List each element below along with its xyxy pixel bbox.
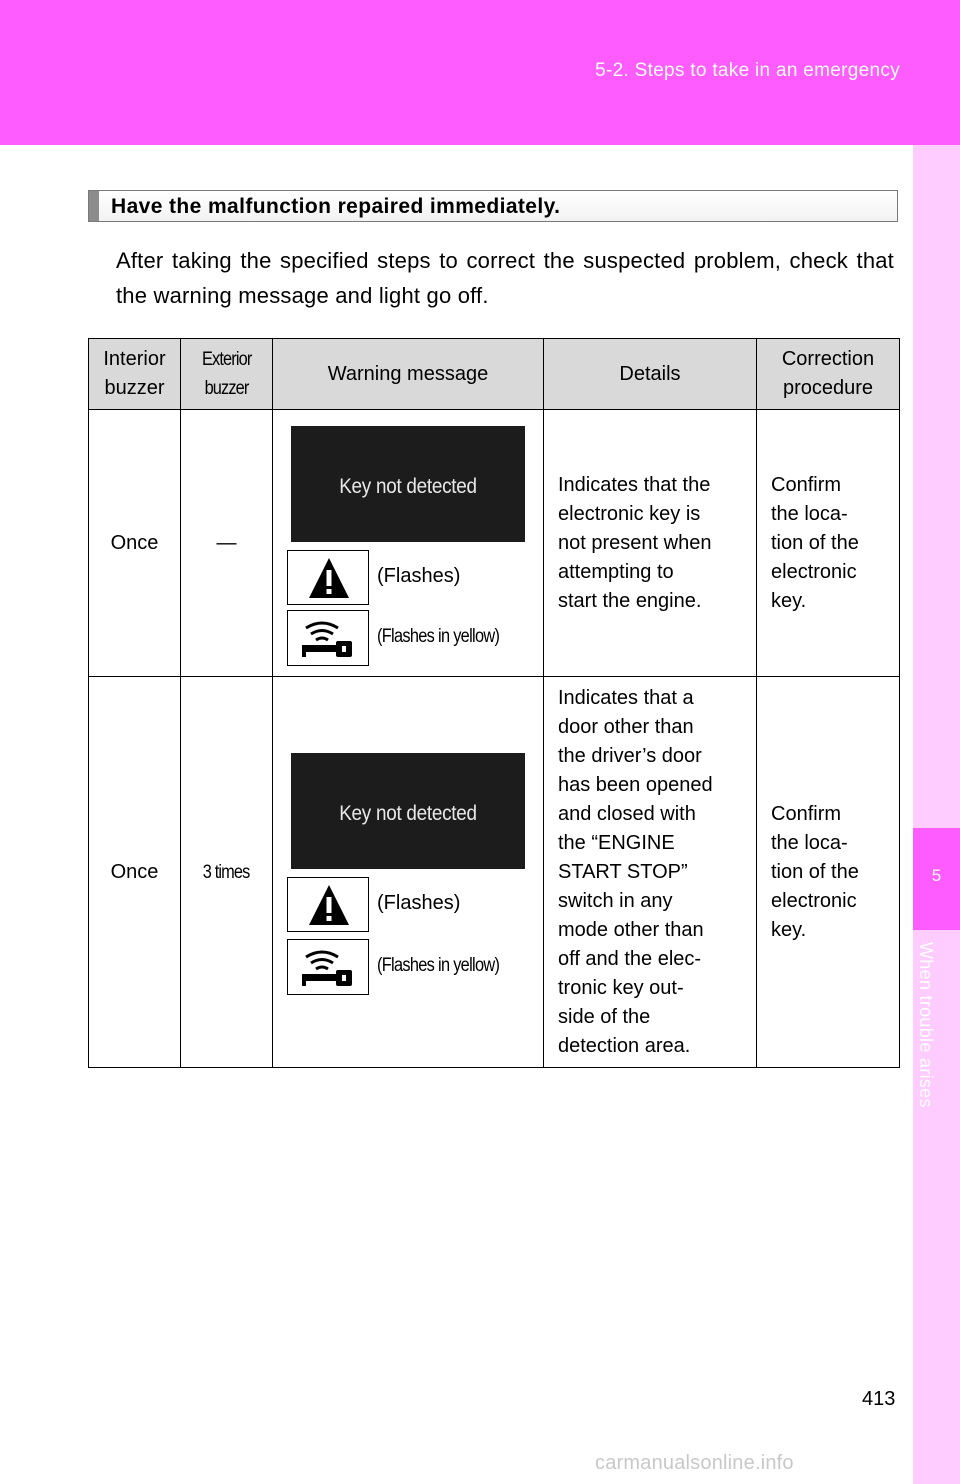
details-line: off and the elec-: [558, 947, 702, 970]
details-line: START STOP”: [558, 860, 688, 883]
details-line: has been opened: [558, 773, 713, 796]
correction-line: the loca-: [771, 502, 848, 525]
correction-line: tion of the: [771, 860, 859, 883]
page-header: [0, 0, 960, 145]
details-line: Indicates that the: [558, 473, 711, 496]
details-line: start the engine.: [558, 589, 702, 612]
details-line: door other than: [558, 715, 694, 738]
details-line: Indicates that a: [558, 686, 694, 709]
message-screen: [291, 426, 525, 542]
header-interior-buzzer: [89, 339, 181, 410]
header-exterior-buzzer: [181, 339, 273, 410]
header-exterior-line1: Exterior: [201, 349, 252, 370]
indicator-label: (Flashes in yellow): [377, 626, 500, 647]
header-details: Details: [544, 339, 757, 410]
interior-buzzer-cell: Once: [89, 677, 181, 1068]
warning-indicator: [287, 550, 369, 605]
side-tab-strip: [913, 145, 960, 1484]
details-line: the “ENGINE: [558, 831, 675, 854]
indicator-label: (Flashes): [377, 565, 461, 587]
header-warning-message: Warning message: [273, 339, 544, 410]
details-line: side of the: [558, 1005, 651, 1028]
heading-text: Have the malfunction repaired immediately.: [111, 195, 561, 218]
correction-line: electronic: [771, 889, 857, 912]
table-row: [89, 677, 900, 1068]
smart-key-indicator: [287, 610, 369, 666]
header-correction-line2: procedure: [782, 377, 874, 399]
warning-indicator: [287, 877, 369, 932]
header-correction-line1: Correction: [781, 348, 875, 370]
chapter-title: When trouble arises: [916, 942, 936, 1108]
exterior-buzzer-cell: [181, 677, 273, 1068]
smart-key-icon: [300, 616, 356, 660]
section-title: 5-2. Steps to take in an emergency: [595, 60, 900, 81]
chapter-number: 5: [931, 866, 942, 885]
details-line: mode other than: [558, 918, 704, 941]
details-line: not present when: [558, 531, 712, 554]
correction-line: electronic: [771, 560, 857, 583]
smart-key-indicator: [287, 939, 369, 995]
correction-line: Confirm: [771, 473, 842, 496]
indicator-label: (Flashes in yellow): [377, 955, 500, 976]
watermark: carmanualsonline.info: [595, 1452, 794, 1474]
table-row: [89, 410, 900, 677]
correction-line: Confirm: [771, 802, 842, 825]
details-line: tronic key out-: [558, 976, 684, 999]
details-line: the driver’s door: [558, 744, 702, 767]
header-exterior-line2: buzzer: [204, 378, 249, 399]
correction-line: key.: [771, 589, 807, 612]
details-line: detection area.: [558, 1034, 691, 1057]
exterior-buzzer-cell: —: [181, 410, 273, 677]
warning-message-cell: [273, 410, 544, 677]
warning-triangle-icon: [308, 883, 350, 927]
intro-paragraph: After taking the specified steps to correct the suspected problem, check that the warning message and light go off.: [116, 248, 894, 308]
details-line: switch in any: [558, 889, 673, 912]
correction-line: the loca-: [771, 831, 848, 854]
details-cell: [544, 677, 757, 1068]
correction-cell: [757, 410, 900, 677]
details-line: and closed with: [558, 802, 696, 825]
correction-cell: [757, 677, 900, 1068]
message-screen: [291, 753, 525, 869]
details-line: attempting to: [558, 560, 674, 583]
message-screen-text: Key not detected: [339, 802, 477, 825]
warning-triangle-icon: [308, 556, 350, 600]
exterior-buzzer-text: 3 times: [203, 861, 250, 883]
interior-buzzer-cell: Once: [89, 410, 181, 677]
header-correction: [757, 339, 900, 410]
correction-line: key.: [771, 918, 807, 941]
table-header-row: [89, 339, 900, 410]
indicator-label: (Flashes): [377, 892, 461, 914]
header-interior-line2: buzzer: [104, 377, 165, 399]
details-line: electronic key is: [558, 502, 701, 525]
header-interior-line1: Interior: [103, 348, 166, 370]
smart-key-icon: [300, 945, 356, 989]
details-cell: [544, 410, 757, 677]
heading-bar: [89, 191, 99, 221]
section-heading: [88, 190, 898, 222]
message-screen-text: Key not detected: [339, 475, 477, 498]
page-number: 413: [862, 1388, 896, 1410]
warning-table: [88, 338, 900, 1068]
correction-line: tion of the: [771, 531, 859, 554]
warning-message-cell: [273, 677, 544, 1068]
